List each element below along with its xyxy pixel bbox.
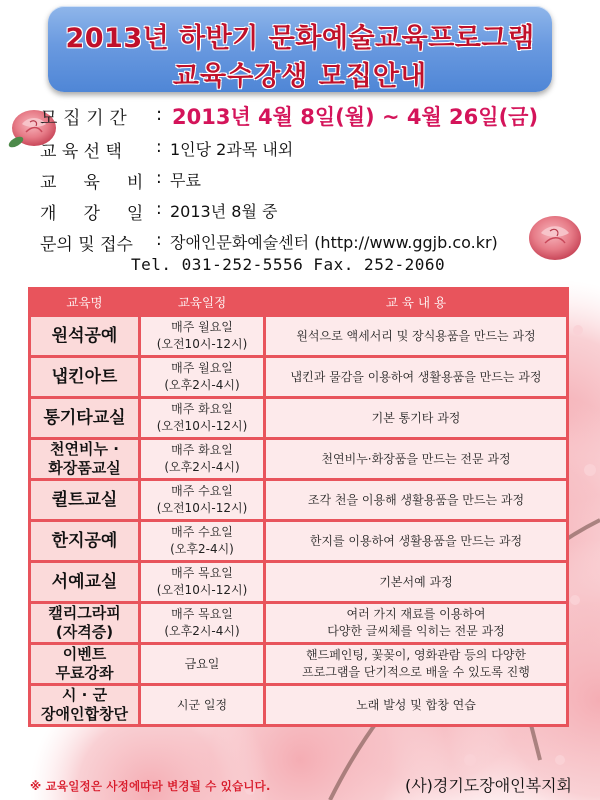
program-content: [266, 317, 566, 355]
table-header-row: [31, 290, 566, 314]
info-row-period: [40, 100, 580, 131]
program-name: [31, 563, 138, 601]
fee-label: 교 육 비: [40, 173, 144, 193]
program-content: [266, 399, 566, 437]
program-name-line: 서예교실: [51, 572, 118, 592]
organization-name: (사)경기도장애인복지회: [404, 776, 572, 795]
program-schedule-line: (오후2시-4시): [164, 378, 240, 392]
table-row: [31, 686, 566, 724]
program-schedule: [141, 645, 263, 683]
program-name: [31, 604, 138, 642]
program-content-line: 핸드페인팅, 꽃꽂이, 영화관람 등의 다양한: [306, 648, 526, 662]
info-row-fee: [40, 162, 580, 193]
program-schedule-line: (오후2-4시): [170, 542, 234, 556]
table-row: [31, 317, 566, 355]
banner-subtitle: 교육수강생 모집안내: [172, 61, 428, 92]
program-schedule-line: 금요일: [184, 656, 220, 671]
program-content-line: 냅킨과 물감을 이용하여 생활용품을 만드는 과정: [290, 369, 542, 384]
program-name: [31, 317, 138, 355]
program-name: [31, 481, 138, 519]
program-name-line: 냅킨아트: [51, 367, 118, 387]
program-schedule-line: 매주 목요일: [171, 607, 233, 621]
program-content: [266, 358, 566, 396]
program-content-line: 노래 발성 및 합창 연습: [356, 697, 476, 712]
colon: :: [156, 199, 162, 219]
program-content-line: 여러 가지 재료를 이용하여: [346, 607, 486, 621]
table-row: [31, 440, 566, 478]
program-name: [31, 358, 138, 396]
program-name: [31, 440, 138, 478]
program-schedule: [141, 317, 263, 355]
program-name-line: 장애인합창단: [41, 705, 128, 723]
program-name-line: (자격증): [55, 623, 114, 641]
table-row: [31, 563, 566, 601]
program-schedule-line: 매주 목요일: [171, 566, 233, 580]
program-schedule: [141, 358, 263, 396]
colon: :: [156, 104, 163, 125]
program-schedule: [141, 522, 263, 560]
program-name-line: 천연비누 ·: [50, 440, 119, 458]
program-schedule-line: 매주 월요일: [171, 361, 233, 375]
contact-value: 장애인문화예술센터 (http://www.ggjb.co.kr): [170, 233, 498, 252]
program-rows: [31, 317, 566, 724]
program-schedule-line: 매주 화요일: [171, 443, 233, 457]
program-content-line: 프로그램을 단기적으로 배울 수 있도록 진행: [302, 665, 530, 679]
info-row-opening: [40, 193, 580, 224]
contact-phone: Tel. 031-252-5556 Fax. 252-2060: [131, 255, 446, 274]
table-row: [31, 645, 566, 683]
opening-label: 개 강 일: [40, 204, 144, 224]
program-schedule-line: (오전10시-12시): [156, 419, 248, 433]
program-schedule-line: 매주 수요일: [171, 525, 233, 539]
program-name-line: 시 · 군: [61, 686, 108, 704]
program-content: [266, 522, 566, 560]
period-label: 모 집 기 간: [40, 108, 127, 129]
program-name-line: 통기타교실: [43, 408, 126, 428]
table-row: [31, 604, 566, 642]
table-row: [31, 358, 566, 396]
fee-value: 무료: [170, 171, 201, 190]
program-content-line: 한지를 이용하여 생활용품을 만드는 과정: [309, 533, 523, 548]
info-row-selection: [40, 131, 580, 162]
colon: :: [156, 230, 162, 250]
program-content-line: 기본 통기타 과정: [371, 410, 461, 425]
table-row: [31, 481, 566, 519]
program-name-line: 캘리그라피: [48, 604, 121, 622]
header-schedule: 교육일정: [141, 290, 263, 314]
program-content: [266, 440, 566, 478]
selection-value: 1인당 2과목 내외: [170, 140, 294, 159]
info-section: [40, 100, 580, 255]
program-schedule-line: 매주 월요일: [171, 320, 233, 334]
program-schedule: [141, 563, 263, 601]
program-name-line: 무료강좌: [55, 664, 114, 682]
title-banner: [48, 6, 552, 92]
program-content-line: 다양한 글씨체를 익히는 전문 과정: [327, 624, 505, 638]
program-schedule: [141, 686, 263, 724]
period-value: 2013년 4월 8일(월) ~ 4월 26일(금): [172, 105, 539, 129]
colon: :: [156, 137, 162, 157]
colon: :: [156, 168, 162, 188]
program-schedule: [141, 481, 263, 519]
opening-value: 2013년 8월 중: [170, 202, 278, 221]
program-name: [31, 645, 138, 683]
table-row: [31, 522, 566, 560]
program-schedule: [141, 399, 263, 437]
program-name-line: 화장품교실: [48, 459, 121, 477]
program-name-line: 한지공예: [51, 531, 118, 551]
program-schedule: [141, 604, 263, 642]
program-table: [28, 287, 569, 727]
program-name-line: 이벤트: [62, 645, 107, 663]
program-schedule-line: (오후2시-4시): [164, 624, 240, 638]
program-schedule-line: (오전10시-12시): [156, 337, 248, 351]
program-schedule-line: (오전10시-12시): [156, 583, 248, 597]
program-schedule: [141, 440, 263, 478]
program-content-line: 기본서예 과정: [379, 574, 453, 589]
program-schedule-line: 매주 화요일: [171, 402, 233, 416]
contact-label: 문의 및 접수: [40, 235, 133, 255]
program-name: [31, 399, 138, 437]
program-content: [266, 645, 566, 683]
info-row-contact: [40, 224, 580, 255]
program-content: [266, 481, 566, 519]
program-schedule-line: (오전10시-12시): [156, 501, 248, 515]
program-content-line: 조각 천을 이용해 생활용품을 만드는 과정: [307, 492, 525, 507]
program-content: [266, 686, 566, 724]
table-row: [31, 399, 566, 437]
selection-label: 교 육 선 택: [40, 142, 122, 162]
program-content: [266, 563, 566, 601]
program-content-line: 천연비누·화장품을 만드는 전문 과정: [321, 451, 511, 466]
program-name: [31, 522, 138, 560]
program-schedule-line: 매주 수요일: [171, 484, 233, 498]
program-schedule-line: (오후2시-4시): [164, 460, 240, 474]
program-name-line: 원석공예: [51, 326, 118, 346]
header-program-name: 교육명: [31, 290, 138, 314]
program-schedule-line: 시군 일정: [176, 697, 228, 712]
header-content: 교 육 내 용: [266, 290, 566, 314]
program-content-line: 원석으로 액세서리 및 장식용품을 만드는 과정: [296, 328, 536, 343]
program-name: [31, 686, 138, 724]
banner-title: 2013년 하반기 문화예술교육프로그램: [65, 23, 535, 54]
program-name-line: 퀼트교실: [51, 490, 118, 510]
program-content: [266, 604, 566, 642]
schedule-change-note: ※ 교육일정은 사정에따라 변경될 수 있습니다.: [30, 779, 271, 793]
